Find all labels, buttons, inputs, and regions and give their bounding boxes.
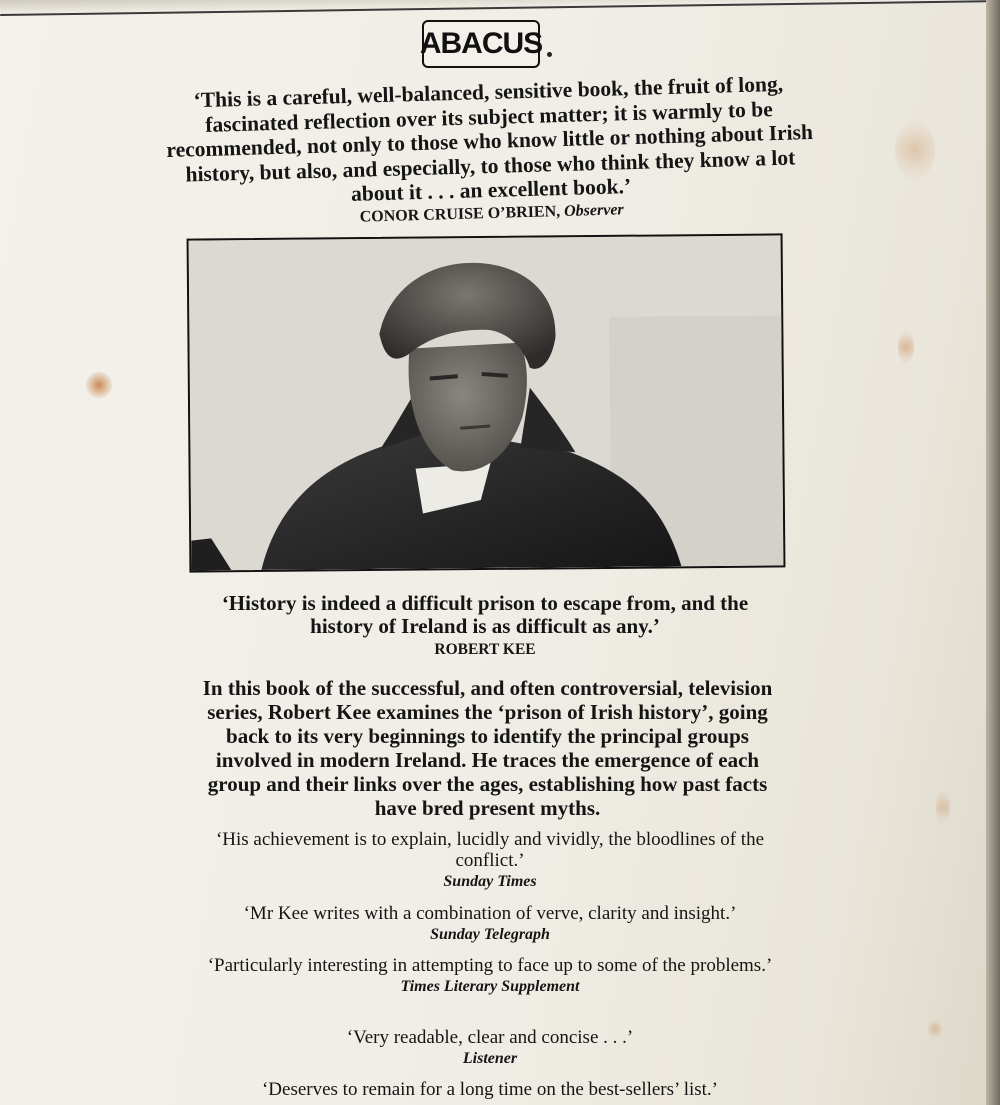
abacus-logo: [419, 20, 543, 68]
book-description: In this book of the successful, and often controversial, television series, Robert Kee examines the ‘prison of Irish history’, going back to its very beginnings to identify the principal groups involved in modern Ireland. He traces the emergence of each group and their links over the ages, establishing how past facts have bred present myths.: [202, 676, 773, 820]
review-quote: ‘Mr Kee writes with a combination of verve, clarity and insight.’: [243, 903, 737, 924]
review-source: Times Literary Supplement: [400, 978, 580, 995]
stain-mark: [936, 790, 950, 824]
author-quote-text: ‘History is indeed a difficult prison to escape from, and the history of Ireland is as difficult as any.’: [221, 591, 749, 638]
review-item: [185, 1027, 795, 1070]
author-portrait-image: [189, 235, 784, 570]
review-item: [185, 903, 795, 946]
logo-dot: [547, 52, 552, 57]
top-edge-rule: [0, 0, 986, 16]
stain-mark: [86, 372, 112, 398]
lead-review: [158, 71, 822, 234]
review-quote: ‘Deserves to remain for a long time on the best-sellers’ list.’: [261, 1079, 719, 1100]
review-item: [185, 1079, 795, 1100]
lead-review-quote: ‘This is a careful, well-balanced, sensitive book, the fruit of long, fascinated reflection over its subject matter; it is warmly to be recommended, not only to those who know little or nothing about Irish history, but also, and especially, to those who think they know a lot about it . . . an excellent book.’: [166, 71, 814, 206]
book-edge: [986, 0, 1000, 1105]
author-quote-attribution: ROBERT KEE: [434, 641, 536, 658]
lead-review-author: CONOR CRUISE O’BRIEN,: [359, 202, 561, 226]
author-photo: [187, 233, 786, 572]
review-source: Listener: [462, 1050, 518, 1067]
review-quote: ‘Particularly interesting in attempting to face up to some of the problems.’: [207, 955, 773, 976]
logo-text: ABACUS: [419, 27, 543, 60]
review-source: Sunday Times: [443, 873, 537, 890]
review-item: [185, 955, 795, 998]
stain-mark: [898, 330, 914, 364]
review-quote: ‘Very readable, clear and concise . . .’: [346, 1027, 634, 1048]
author-quote: [200, 592, 770, 662]
stain-mark: [928, 1020, 942, 1038]
review-source: Sunday Telegraph: [430, 926, 550, 943]
lead-review-source: Observer: [563, 200, 624, 220]
stain-mark: [895, 120, 935, 180]
review-quote: ‘His achievement is to explain, lucidly and vividly, the bloodlines of the conflict.’: [215, 829, 765, 871]
review-item: [185, 829, 795, 893]
